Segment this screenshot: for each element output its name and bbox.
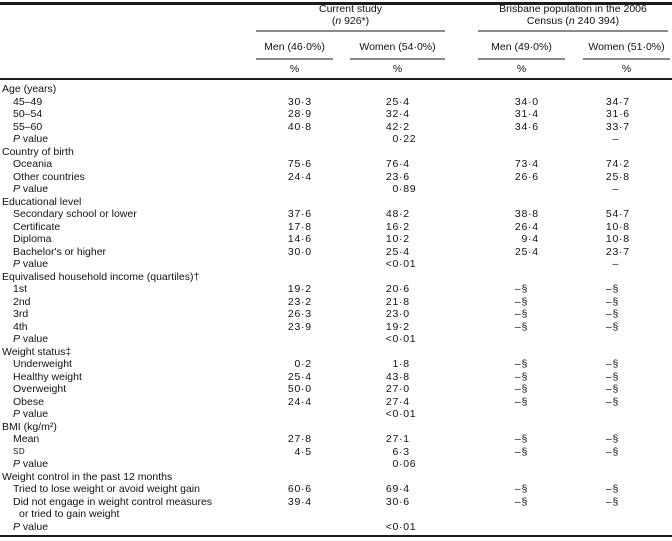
col-group-rule: [256, 30, 445, 32]
row-label: Country of birth: [2, 145, 74, 158]
value-cell: 54 ·7: [605, 208, 630, 220]
table-row: [0, 408, 672, 421]
row-label: Weight control in the past 12 months: [2, 470, 173, 483]
table-row: [0, 358, 672, 371]
row-label: Tried to lose weight or avoid weight gain: [13, 483, 200, 495]
value-cell: 24 ·4: [287, 395, 312, 408]
value-cell: 50 ·0: [287, 383, 312, 395]
col-group-subtitle: Census (n 240 394): [526, 14, 620, 27]
value-cell: –§: [605, 358, 619, 370]
value-cell: 23 ·7: [605, 245, 630, 258]
col-header-rule: [583, 58, 670, 60]
value-cell: 39 ·4: [287, 495, 312, 508]
value-cell: 69 ·4: [385, 483, 410, 495]
table-row: [0, 246, 672, 259]
value-cell: 1 ·8: [392, 358, 410, 370]
row-label: Healthy weight: [13, 370, 82, 383]
row-label: SD: [13, 446, 26, 456]
value-cell: –§: [605, 308, 619, 320]
table-row: [0, 171, 672, 184]
col-header-rule: [478, 58, 565, 60]
value-cell: –§: [605, 483, 619, 495]
value-cell: 20 ·6: [385, 283, 410, 295]
table-row: [0, 521, 672, 534]
value-cell: 19 ·2: [385, 320, 410, 333]
row-label: Age (years): [2, 83, 57, 95]
value-cell: 60 ·6: [287, 483, 312, 495]
value-cell: 21 ·8: [385, 295, 410, 308]
table-row: [0, 483, 672, 496]
table-row: [0, 471, 672, 484]
table-row: [0, 146, 672, 159]
value-cell: 26 ·6: [514, 170, 539, 183]
row-label: Equivalised household income (quartiles)†: [2, 270, 200, 283]
value-cell: 0 ·2: [294, 358, 312, 370]
value-cell: 30 ·3: [287, 95, 312, 108]
value-cell: 27 ·4: [385, 395, 410, 408]
value-cell: –§: [605, 445, 619, 458]
value-cell: 23 ·2: [287, 295, 312, 308]
value-cell: 27 ·0: [385, 383, 410, 395]
unit-label: %: [516, 63, 527, 75]
value-cell: –§: [514, 495, 528, 508]
col-header-women-census: Women (51·0%): [588, 41, 665, 53]
value-cell: 34 ·6: [514, 120, 539, 133]
value-cell: –§: [514, 370, 528, 383]
row-label: BMI (kg/m²): [2, 420, 57, 433]
value-cell: 37 ·6: [287, 208, 312, 220]
table-bottom-rule: [0, 535, 672, 537]
value-cell: 34 ·7: [605, 95, 630, 108]
value-cell: 26 ·4: [514, 220, 539, 233]
table-row: [0, 196, 672, 209]
header-bottom-rule: [0, 78, 672, 80]
col-header-men-current: Men (46·0%): [264, 41, 325, 53]
value-cell: 26 ·3: [287, 308, 312, 320]
value-cell: –§: [605, 395, 619, 408]
col-group-brisbane-census: [478, 4, 668, 28]
value-cell: –§: [514, 433, 528, 445]
col-group-rule: [478, 30, 668, 32]
value-cell: <0 ·01: [385, 333, 417, 345]
value-cell: 9 ·4: [521, 233, 539, 245]
value-cell: 0 ·06: [392, 458, 417, 470]
table-row: [0, 421, 672, 434]
table-row: [0, 233, 672, 246]
value-cell: –§: [514, 283, 528, 295]
value-cell: 23 ·9: [287, 320, 312, 333]
row-label: 2nd: [13, 295, 31, 308]
value-cell: –: [612, 133, 619, 145]
value-cell: 31 ·6: [605, 108, 630, 120]
table-row: [0, 446, 672, 459]
row-label: Educational level: [2, 195, 82, 208]
value-cell: 73 ·4: [514, 158, 539, 170]
value-cell: –§: [514, 483, 528, 495]
row-label: Underweight: [13, 358, 72, 370]
row-label: 45–49: [13, 95, 43, 108]
row-label: P value: [13, 258, 49, 270]
table-row: [0, 108, 672, 121]
row-label: Mean: [13, 433, 40, 445]
col-group-title: Current study: [318, 3, 383, 15]
value-cell: 0 ·22: [392, 133, 417, 145]
value-cell: 23 ·6: [385, 170, 410, 183]
row-label: P value: [13, 183, 49, 195]
row-label: P value: [13, 520, 49, 533]
value-cell: –§: [605, 495, 619, 508]
value-cell: 32 ·4: [385, 108, 410, 120]
value-cell: –§: [605, 320, 619, 333]
value-cell: 10 ·8: [605, 220, 630, 233]
value-cell: 30 ·6: [385, 495, 410, 508]
table-row: [0, 383, 672, 396]
table-row: [0, 308, 672, 321]
value-cell: 74 ·2: [605, 158, 630, 170]
table-row: [0, 121, 672, 134]
value-cell: 23 ·0: [385, 308, 410, 320]
value-cell: 10 ·8: [605, 233, 630, 245]
table-row: [0, 183, 672, 196]
value-cell: 25 ·4: [287, 370, 312, 383]
value-cell: <0 ·01: [385, 258, 417, 270]
col-group-current-study: [256, 4, 445, 28]
value-cell: –: [612, 258, 619, 270]
col-header-rule: [256, 58, 333, 60]
value-cell: 31 ·4: [514, 108, 539, 120]
row-label: Did not engage in weight control measures or tried to gain weight: [13, 495, 213, 520]
table-row: [0, 258, 672, 271]
value-cell: 17 ·8: [287, 220, 312, 233]
unit-label: %: [289, 63, 300, 75]
value-cell: –: [612, 183, 619, 195]
row-label: 55–60: [13, 120, 43, 133]
value-cell: –§: [514, 395, 528, 408]
table-row: [0, 208, 672, 221]
value-cell: 4 ·5: [294, 445, 312, 458]
col-group-subtitle: (n 926*): [331, 14, 370, 27]
col-group-title: Brisbane population in the 2006: [499, 3, 647, 15]
row-label: P value: [13, 133, 49, 145]
table-row: [0, 346, 672, 359]
value-cell: –§: [514, 445, 528, 458]
table-row: [0, 458, 672, 471]
value-cell: 43 ·8: [385, 370, 410, 383]
value-cell: 48 ·2: [385, 208, 410, 220]
value-cell: 25 ·8: [605, 170, 630, 183]
table-row: [0, 396, 672, 409]
col-header-rule: [350, 58, 445, 60]
row-label: 50–54: [13, 108, 43, 120]
value-cell: 0 ·89: [392, 183, 417, 195]
table-row: [0, 321, 672, 334]
row-label: Secondary school or lower: [13, 208, 137, 220]
row-label: Diploma: [13, 233, 52, 245]
table-row: [0, 221, 672, 234]
row-label: P value: [13, 458, 49, 470]
table-row: [0, 83, 672, 96]
value-cell: 33 ·7: [605, 120, 630, 133]
value-cell: 27 ·1: [385, 433, 410, 445]
row-label: Weight status‡: [2, 345, 72, 358]
value-cell: 40 ·8: [287, 120, 312, 133]
table-row: [0, 271, 672, 284]
table-row: [0, 283, 672, 296]
value-cell: 10 ·2: [385, 233, 410, 245]
row-label: 1st: [13, 283, 28, 295]
unit-label: %: [392, 63, 403, 75]
value-cell: 25 ·4: [385, 245, 410, 258]
value-cell: <0 ·01: [385, 408, 417, 420]
table-row: [0, 496, 672, 521]
row-label: Overweight: [13, 383, 67, 395]
table-body: [0, 83, 672, 533]
value-cell: –§: [514, 358, 528, 370]
value-cell: 6 ·3: [392, 445, 410, 458]
value-cell: 25 ·4: [385, 95, 410, 108]
value-cell: –§: [514, 295, 528, 308]
value-cell: –§: [605, 295, 619, 308]
table-row: [0, 158, 672, 171]
value-cell: –§: [605, 283, 619, 295]
value-cell: –§: [514, 308, 528, 320]
value-cell: 30 ·0: [287, 245, 312, 258]
value-cell: –§: [605, 383, 619, 395]
row-label: Bachelor's or higher: [13, 245, 107, 258]
value-cell: 42 ·2: [385, 120, 410, 133]
value-cell: –§: [605, 433, 619, 445]
row-label: 4th: [13, 320, 28, 333]
value-cell: –§: [514, 383, 528, 395]
value-cell: 38 ·8: [514, 208, 539, 220]
row-label: P value: [13, 333, 49, 345]
table-row: [0, 371, 672, 384]
row-label: Oceania: [13, 158, 53, 170]
value-cell: 34 ·0: [514, 95, 539, 108]
value-cell: 28 ·9: [287, 108, 312, 120]
table-row: [0, 333, 672, 346]
value-cell: –§: [605, 370, 619, 383]
value-cell: <0 ·01: [385, 520, 417, 533]
value-cell: 75 ·6: [287, 158, 312, 170]
value-cell: 24 ·4: [287, 170, 312, 183]
value-cell: 25 ·4: [514, 245, 539, 258]
table-row: [0, 433, 672, 446]
value-cell: 16 ·2: [385, 220, 410, 233]
value-cell: 76 ·4: [385, 158, 410, 170]
col-header-men-census: Men (49·0%): [491, 41, 552, 53]
unit-label: %: [621, 63, 632, 75]
row-label: 3rd: [13, 308, 29, 320]
row-label: P value: [13, 408, 49, 420]
value-cell: 19 ·2: [287, 283, 312, 295]
row-label: Other countries: [13, 170, 85, 183]
table-row: [0, 96, 672, 109]
col-header-women-current: Women (54·0%): [359, 41, 436, 53]
row-label: Obese: [13, 395, 44, 408]
row-label: Certificate: [13, 220, 61, 233]
value-cell: 27 ·8: [287, 433, 312, 445]
table-row: [0, 296, 672, 309]
value-cell: –§: [514, 320, 528, 333]
table-row: [0, 133, 672, 146]
value-cell: 14 ·6: [287, 233, 312, 245]
